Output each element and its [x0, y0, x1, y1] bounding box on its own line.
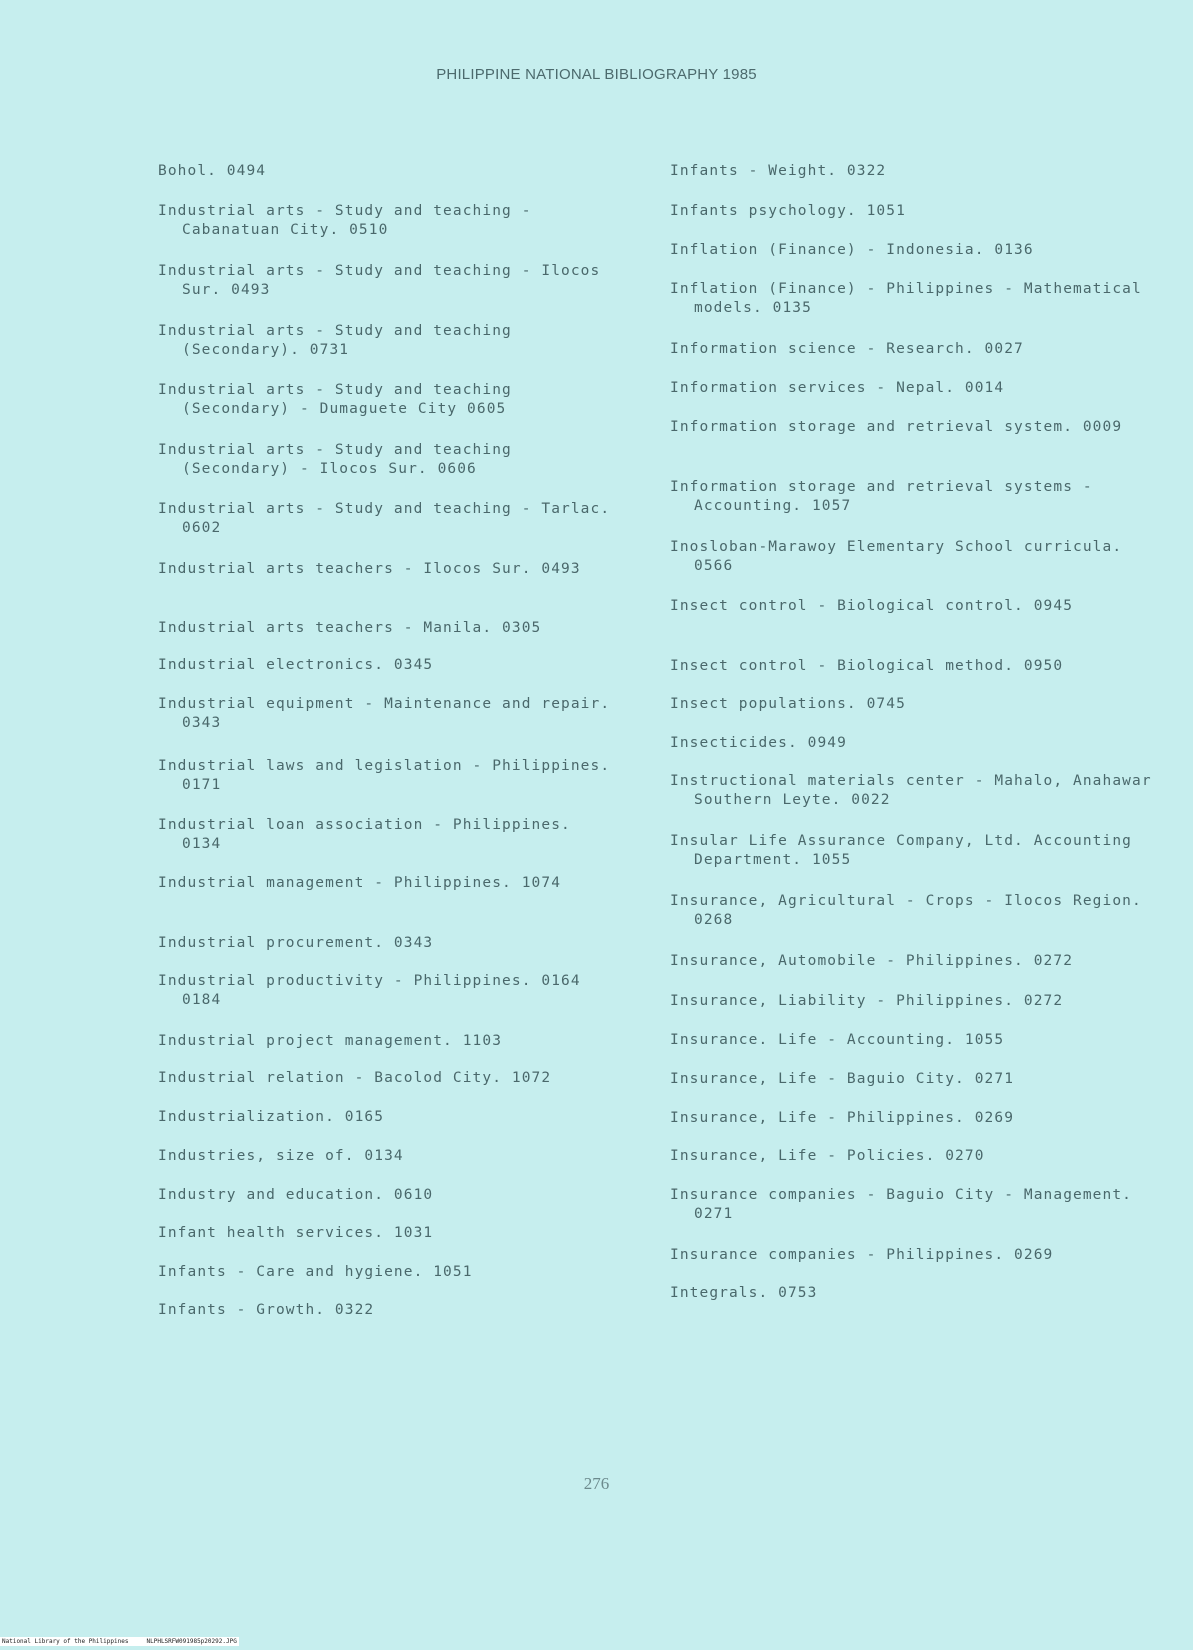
index-entry: Infants - Care and hygiene. 1051 — [158, 1264, 473, 1280]
index-entry: Insurance, Liability - Philippines. 0272 — [670, 993, 1064, 1009]
index-entry: Insurance, Life - Policies. 0270 — [670, 1148, 985, 1164]
index-entry: Infants psychology. 1051 — [670, 203, 906, 219]
page-title: PHILIPPINE NATIONAL BIBLIOGRAPHY 1985 — [436, 66, 757, 83]
index-entry: Infants - Growth. 0322 — [158, 1302, 375, 1318]
index-entry: Information services - Nepal. 0014 — [670, 380, 1005, 396]
index-entry: Industrial arts - Study and teaching (Secondary) - Ilocos Sur. 0606 — [158, 442, 522, 477]
index-entry: Insecticides. 0949 — [670, 735, 847, 751]
index-entry: Insurance companies - Baguio City - Management. 0271 — [670, 1187, 1142, 1222]
index-entry: Bohol. 0494 — [158, 163, 267, 179]
index-entry: Information storage and retrieval systems - Accounting. 1057 — [670, 479, 1103, 514]
index-entry: Industrial arts - Study and teaching (Secondary). 0731 — [158, 323, 522, 358]
index-entry: Industrial equipment - Maintenance and repair. 0343 — [158, 696, 621, 731]
index-entry: Infants - Weight. 0322 — [670, 163, 887, 179]
index-entry: Integrals. 0753 — [670, 1285, 818, 1301]
index-entry: Insect control - Biological control. 0945 — [670, 598, 1074, 614]
index-entry: Industrial laws and legislation - Philippines. 0171 — [158, 758, 621, 793]
index-entry: Industrial relation - Bacolod City. 1072 — [158, 1070, 552, 1086]
index-entry: Industrial electronics. 0345 — [158, 657, 434, 673]
index-entry: Industrial loan association - Philippines. 0134 — [158, 817, 581, 852]
index-entry: Industrial arts - Study and teaching (Secondary) - Dumaguete City 0605 — [158, 382, 522, 417]
scan-credit: National Library of the Philippines NLPHLSRFW091985p20292.JPG — [2, 1638, 237, 1645]
index-entry: Instructional materials center - Mahalo, Anahawar Southern Leyte. 0022 — [670, 773, 1162, 808]
index-entry: Insurance, Life - Philippines. 0269 — [670, 1110, 1015, 1126]
index-entry: Insurance companies - Philippines. 0269 — [670, 1247, 1054, 1263]
page-number: 276 — [583, 1474, 610, 1493]
index-entry: Industrial arts teachers - Manila. 0305 — [158, 620, 542, 636]
index-entry: Insect populations. 0745 — [670, 696, 906, 712]
index-entry: Industrial arts - Study and teaching - Tarlac. 0602 — [158, 501, 621, 536]
index-entry: Industrial project management. 1103 — [158, 1033, 503, 1049]
index-entry: Industrial arts teachers - Ilocos Sur. 0493 — [158, 561, 581, 577]
index-entry: Insular Life Assurance Company, Ltd. Accounting Department. 1055 — [670, 833, 1142, 868]
index-entry: Industry and education. 0610 — [158, 1187, 434, 1203]
index-entry: Insurance, Automobile - Philippines. 0272 — [670, 953, 1074, 969]
index-entry: Industrial arts - Study and teaching - Ilocos Sur. 0493 — [158, 263, 611, 298]
index-entry: Inflation (Finance) - Indonesia. 0136 — [670, 242, 1034, 258]
index-entry: Insurance. Life - Accounting. 1055 — [670, 1032, 1005, 1048]
index-entry: Insurance, Agricultural - Crops - Ilocos Region. 0268 — [670, 893, 1152, 928]
index-entry: Industrialization. 0165 — [158, 1109, 385, 1125]
index-entry: Inflation (Finance) - Philippines - Mathematical models. 0135 — [670, 281, 1152, 316]
index-entry: Industrial productivity - Philippines. 0164 0184 — [158, 973, 591, 1008]
index-entry: Insurance, Life - Baguio City. 0271 — [670, 1071, 1015, 1087]
index-entry: Inosloban-Marawoy Elementary School curricula. 0566 — [670, 539, 1133, 574]
index-entry: Industrial arts - Study and teaching - Cabanatuan City. 0510 — [158, 203, 542, 238]
index-entry: Information science - Research. 0027 — [670, 341, 1024, 357]
index-entry: Insect control - Biological method. 0950 — [670, 658, 1064, 674]
index-entry: Information storage and retrieval system. 0009 — [670, 419, 1123, 435]
index-entry: Infant health services. 1031 — [158, 1225, 434, 1241]
index-entry: Industrial procurement. 0343 — [158, 935, 434, 951]
index-entry: Industrial management - Philippines. 1074 — [158, 875, 562, 891]
index-entry: Industries, size of. 0134 — [158, 1148, 404, 1164]
